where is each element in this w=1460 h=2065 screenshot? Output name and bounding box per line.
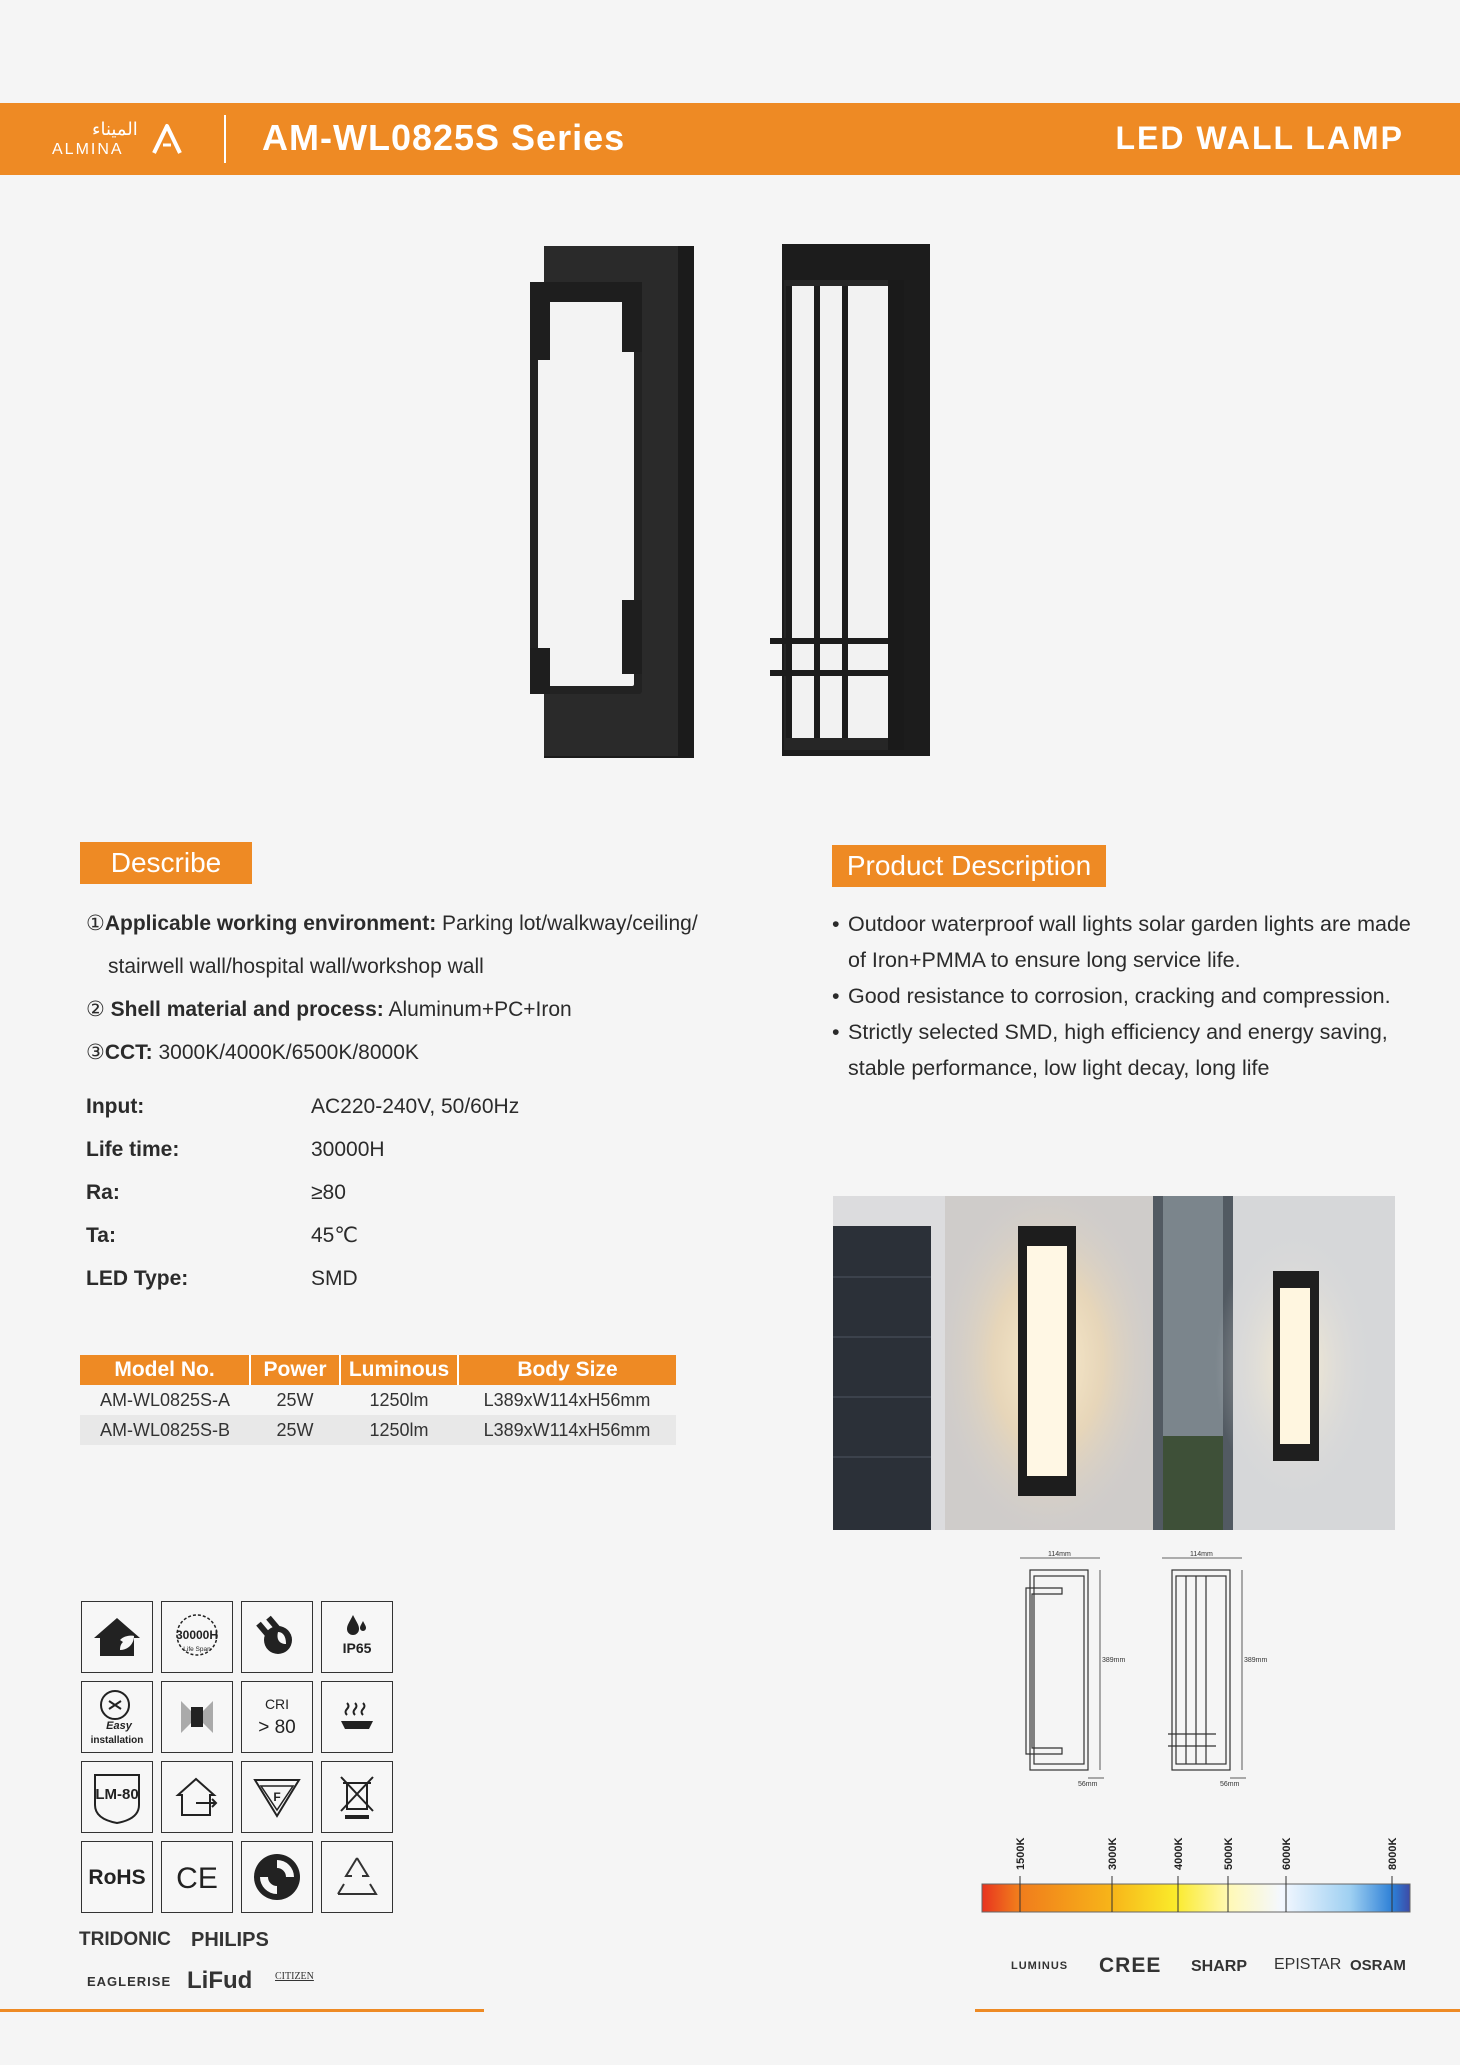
lm80-label: LM-80 [95, 1786, 139, 1803]
item-label: Shell material and process: [110, 998, 384, 1021]
describe-item-continuation: stairwell wall/hospital wall/workshop wall [108, 955, 484, 978]
product-description-tag: Product Description [832, 845, 1106, 887]
column-header: Luminous [340, 1355, 458, 1385]
width-label: 114mm [1190, 1551, 1213, 1558]
describe-item [86, 1031, 786, 1074]
spec-value: 45℃ [311, 1224, 358, 1247]
item-number: ③ [86, 1041, 105, 1064]
tridonic-logo: TRIDONIC [79, 1929, 171, 1950]
philips-logo: PHILIPS [191, 1929, 269, 1951]
lm80-icon [81, 1761, 153, 1833]
epistar-logo: EPISTAR [1274, 1956, 1342, 1973]
eaglerise-logo: EAGLERISE [87, 1974, 172, 1989]
citizen-logo: CITIZEN [275, 1971, 314, 1982]
table-row [80, 1385, 676, 1415]
column-header: Model No. [80, 1355, 250, 1385]
item-value: Parking lot/walkway/ceiling/ [436, 912, 698, 935]
cct-tick-label: 1500K [1015, 1837, 1027, 1870]
table-row [80, 1415, 676, 1445]
ip-rating-label: IP65 [342, 1640, 372, 1656]
cct-tick-label: 6000K [1281, 1837, 1293, 1870]
cct-tick-label: 4000K [1173, 1837, 1185, 1870]
table-cell: AM-WL0825S-A [99, 1389, 231, 1410]
spec-value: 30000H [311, 1138, 385, 1161]
spec-row [86, 1088, 686, 1131]
height-label: 56mm [1220, 1781, 1240, 1788]
describe-tag: Describe [80, 842, 252, 884]
spec-value: ≥80 [311, 1181, 346, 1204]
cree-logo: CREE [1099, 1954, 1162, 1977]
table-cell: 25W [276, 1389, 314, 1410]
spec-key: Ta: [86, 1224, 116, 1247]
table-cell: 1250lm [340, 1415, 458, 1445]
product-type-title: LED WALL LAMP [1115, 120, 1404, 156]
life-span-value: 30000H [175, 1628, 219, 1642]
spec-row [86, 1260, 686, 1303]
spec-list [86, 1088, 686, 1303]
spec-key: Ra: [86, 1181, 120, 1204]
cct-tick-label: 3000K [1107, 1837, 1119, 1870]
logo-a-icon [150, 123, 184, 155]
installation-scene-photo [833, 1196, 1395, 1530]
installation-label: installation [90, 1735, 144, 1746]
spec-row [86, 1174, 686, 1217]
life-span-label: Life Span [183, 1646, 211, 1653]
height-label: 56mm [1078, 1781, 1098, 1788]
rohs-icon [81, 1841, 153, 1913]
heat-dissipation-icon [321, 1681, 393, 1753]
recycle-icon [321, 1841, 393, 1913]
model-table [80, 1355, 676, 1445]
table-cell: L389xW114xH56mm [483, 1389, 651, 1410]
light-direction-icon [161, 1681, 233, 1753]
spec-row [86, 1131, 686, 1174]
spec-key: Life time: [86, 1138, 180, 1161]
cri-icon [241, 1681, 313, 1753]
item-label: CCT: [104, 1041, 153, 1064]
lamp-b-image [770, 240, 930, 760]
footer-line-right [975, 2009, 1460, 2012]
f-mark-icon [241, 1761, 313, 1833]
ce-label: CE [176, 1862, 218, 1895]
list-item: • Outdoor waterproof wall lights solar garden lights are made of Iron+PMMA to ensure long service life. [832, 906, 1432, 978]
easy-label: Easy [106, 1720, 132, 1732]
item-value: Aluminum+PC+Iron [383, 998, 572, 1021]
cct-color-scale [980, 1826, 1414, 1916]
describe-item [86, 902, 786, 945]
logo-text: ALMINA [52, 141, 124, 158]
easy-installation-icon [81, 1681, 153, 1753]
feature-icons-grid [81, 1601, 399, 1919]
list-item: • Strictly selected SMD, high efficiency and energy saving, stable performance, low light decay, long life [832, 1014, 1432, 1086]
table-cell: 1250lm [369, 1389, 429, 1410]
spec-key: LED Type: [86, 1267, 189, 1290]
length-label: 389mm [1244, 1657, 1268, 1664]
footer-line-left [0, 2009, 484, 2012]
svg-text:F: F [273, 1790, 281, 1804]
brand-logo [52, 115, 192, 163]
table-cell: AM-WL0825S-B [80, 1415, 250, 1445]
cct-tick-label: 5000K [1223, 1837, 1235, 1870]
spec-value: SMD [311, 1267, 358, 1290]
cct-tick-label: 8000K [1387, 1837, 1399, 1870]
brand-logos-right [983, 1956, 1423, 1982]
dimension-drawing [1000, 1548, 1300, 1796]
ip65-icon [321, 1601, 393, 1673]
table-cell: L389xW114xH56mm [458, 1415, 676, 1445]
table-header-row [80, 1355, 676, 1385]
osram-logo: OSRAM [1350, 1957, 1406, 1974]
brand-logos-left [79, 1929, 399, 1999]
item-number: ① [86, 912, 105, 935]
indoor-use-icon [161, 1761, 233, 1833]
weee-bin-icon [321, 1761, 393, 1833]
spec-value: AC220-240V, 50/60Hz [311, 1095, 520, 1118]
sharp-logo: SHARP [1191, 1958, 1248, 1975]
item-label: Applicable working environment: [104, 912, 437, 935]
logo-arabic-text: الميناء [92, 119, 138, 140]
length-label: 389mm [1102, 1657, 1126, 1664]
luminus-logo: LUMINUS [1011, 1960, 1069, 1972]
item-number: ② [86, 998, 111, 1021]
spec-row [86, 1217, 686, 1260]
green-dot-icon [241, 1841, 313, 1913]
product-description-list [832, 906, 1432, 1086]
header-bar [0, 103, 1460, 175]
rohs-label: RoHS [88, 1866, 146, 1889]
column-header: Power [250, 1355, 340, 1385]
header-divider [224, 115, 226, 163]
column-header: Body Size [458, 1355, 676, 1385]
series-title: AM-WL0825S Series [262, 117, 626, 158]
eco-plug-icon [241, 1601, 313, 1673]
item-value: 3000K/4000K/6500K/8000K [152, 1041, 419, 1064]
lifud-logo: LiFud [187, 1967, 253, 1994]
describe-item [86, 988, 786, 1031]
ce-icon [161, 1841, 233, 1913]
spec-key: Input: [86, 1095, 145, 1118]
width-label: 114mm [1048, 1551, 1071, 1558]
table-cell: 25W [250, 1415, 340, 1445]
life-span-icon [161, 1601, 233, 1673]
cri-value: > 80 [258, 1717, 296, 1738]
describe-list [86, 902, 786, 1074]
list-item: • Good resistance to corrosion, cracking and compression. [832, 978, 1432, 1014]
cri-label: CRI [264, 1696, 290, 1712]
home-icon [81, 1601, 153, 1673]
lamp-a-image [530, 240, 700, 760]
